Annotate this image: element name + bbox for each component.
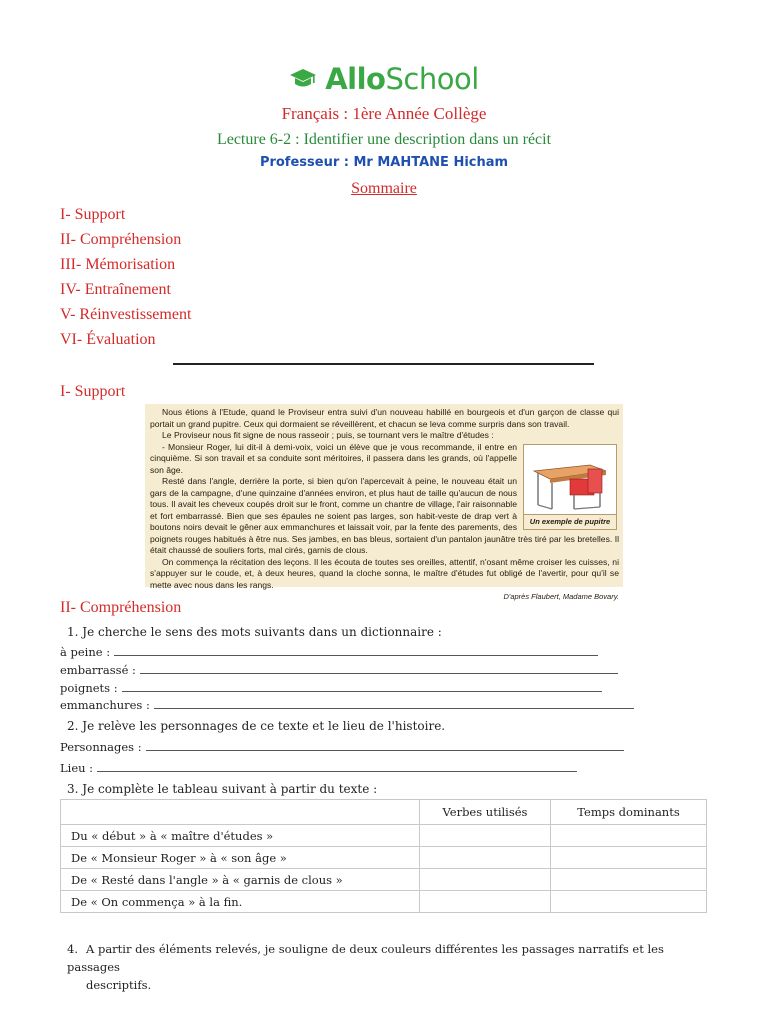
question-1: 1. Je cherche le sens des mots suivants dans un dictionnaire : <box>67 625 442 639</box>
answer-table <box>60 799 707 913</box>
school-desk-icon <box>530 449 610 513</box>
table-header <box>61 800 420 825</box>
figure-caption: Un exemple de pupitre <box>524 514 616 529</box>
question-4 <box>67 940 687 994</box>
word-label: à peine : <box>60 645 111 659</box>
table-header: Temps dominants <box>551 800 707 825</box>
divider <box>173 363 594 365</box>
answer-line[interactable] <box>146 750 624 751</box>
word-field <box>60 698 634 712</box>
question-text: A partir des éléments relevés, je souligne de deux couleurs différentes les passages narratifs et les passages <box>67 942 664 974</box>
table-cell-input[interactable] <box>420 825 551 847</box>
desk-figure <box>523 444 617 530</box>
graduation-cap-icon <box>289 68 317 90</box>
question-3: 3. Je complète le tableau suivant à partir du texte : <box>67 782 378 796</box>
professor-name: Professeur : Mr MAHTANE Hicham <box>259 155 509 170</box>
word-label: poignets : <box>60 681 118 695</box>
answer-line[interactable] <box>97 771 577 772</box>
table-cell-passage: De « Monsieur Roger » à « son âge » <box>61 847 420 869</box>
place-label: Lieu : <box>60 761 94 775</box>
answer-line[interactable] <box>122 691 602 692</box>
section-title-comprehension: II- Compréhension <box>60 599 182 616</box>
answer-line[interactable] <box>154 708 634 709</box>
passage-paragraph: Le Proviseur nous fit signe de nous rasseoir ; puis, se tournant vers le maître d'études : <box>162 430 494 440</box>
lesson-title: Lecture 6-2 : Identifier une description dans un récit <box>216 131 552 148</box>
table-of-contents <box>60 205 191 355</box>
table-cell-input[interactable] <box>551 869 707 891</box>
word-field <box>60 645 598 659</box>
passage-paragraph: - Monsieur Roger, lui dit-il à demi-voix, voici un élève que je vous recommande, il entre en cinquième. Si son travail et sa conduite sont méritoires, il passera dans les grands, où l'appelle son âge. <box>150 441 517 475</box>
subject-title: Français : 1ère Année Collège <box>281 104 487 123</box>
table-cell-passage: De « On commença » à la fin. <box>61 891 420 913</box>
word-field <box>60 663 618 677</box>
table-row <box>61 847 707 869</box>
toc-item[interactable]: V- Réinvestissement <box>60 306 192 323</box>
logo-text: AlloSchool <box>325 62 479 96</box>
answer-line[interactable] <box>114 655 598 656</box>
passage-paragraph: Resté dans l'angle, derrière la porte, si bien qu'on l'apercevait à peine, le nouveau était un gars de la campagne, d'une quinzaine d'années environ, et plus haut de taille qu'aucun de nous tous. Il avait les cheveux coupés droit sur le front, comme un chantre de village, l'air raisonnable et fort embarrassé. Bien que ses épaules ne soient pas larges, son habit-veste de drap vert à boutons noirs devait le gêner aux emmanchures et laissait voir, par la fente des parements, des poignets rouges habitués à être nus. Ses jambes, en bas bleus, sortaient d'un pantalon jaunâtre très tiré par les bretelles. Il était chaussé de souliers forts, mal cirés, garnis de clous. <box>150 476 619 555</box>
characters-field <box>60 740 624 754</box>
word-label: embarrassé : <box>60 663 136 677</box>
word-label: emmanchures : <box>60 698 150 712</box>
section-title-support: I- Support <box>60 383 126 400</box>
characters-label: Personnages : <box>60 740 142 754</box>
passage-source: D'après Flaubert, Madame Bovary. <box>503 592 619 601</box>
toc-item[interactable]: III- Mémorisation <box>60 256 176 273</box>
table-row <box>61 869 707 891</box>
table-header-row <box>61 800 707 825</box>
table-cell-input[interactable] <box>420 891 551 913</box>
alloschool-logo[interactable] <box>0 62 768 96</box>
passage-paragraph: Nous étions à l'Etude, quand le Proviseur entra suivi d'un nouveau habillé en bourgeois et d'un garçon de classe qui portait un grand pupitre. Ceux qui dormaient se réveillèrent, et chacun se leva comme surpris dans son travail. <box>150 407 619 429</box>
table-cell-input[interactable] <box>420 847 551 869</box>
table-cell-input[interactable] <box>551 891 707 913</box>
table-cell-input[interactable] <box>551 847 707 869</box>
word-field <box>60 681 602 695</box>
table-cell-input[interactable] <box>551 825 707 847</box>
question-text-continued: descriptifs. <box>86 978 152 992</box>
table-row <box>61 891 707 913</box>
toc-item[interactable]: I- Support <box>60 206 126 223</box>
table-cell-passage: De « Resté dans l'angle » à « garnis de clous » <box>61 869 420 891</box>
summary-title: Sommaire <box>351 180 417 197</box>
place-field <box>60 761 577 775</box>
toc-item[interactable]: VI- Évaluation <box>60 331 156 348</box>
toc-item[interactable]: II- Compréhension <box>60 231 182 248</box>
reading-passage <box>145 404 623 601</box>
toc-item[interactable]: IV- Entraînement <box>60 281 171 298</box>
table-header: Verbes utilisés <box>420 800 551 825</box>
table-cell-passage: Du « début » à « maître d'études » <box>61 825 420 847</box>
passage-paragraph: On commença la récitation des leçons. Il les écouta de toutes ses oreilles, attentif, n'osant même croiser les cuisses, ni s'appuyer sur le coude, et, à deux heures, quand la cloche sonna, le maître d'études fut obligé de l'avertir, pour qu'il se mette avec nous dans les rangs. <box>150 556 619 590</box>
table-cell-input[interactable] <box>420 869 551 891</box>
answer-line[interactable] <box>140 673 618 674</box>
question-2: 2. Je relève les personnages de ce texte et le lieu de l'histoire. <box>67 719 446 733</box>
question-number: 4. <box>67 942 78 956</box>
table-row <box>61 825 707 847</box>
